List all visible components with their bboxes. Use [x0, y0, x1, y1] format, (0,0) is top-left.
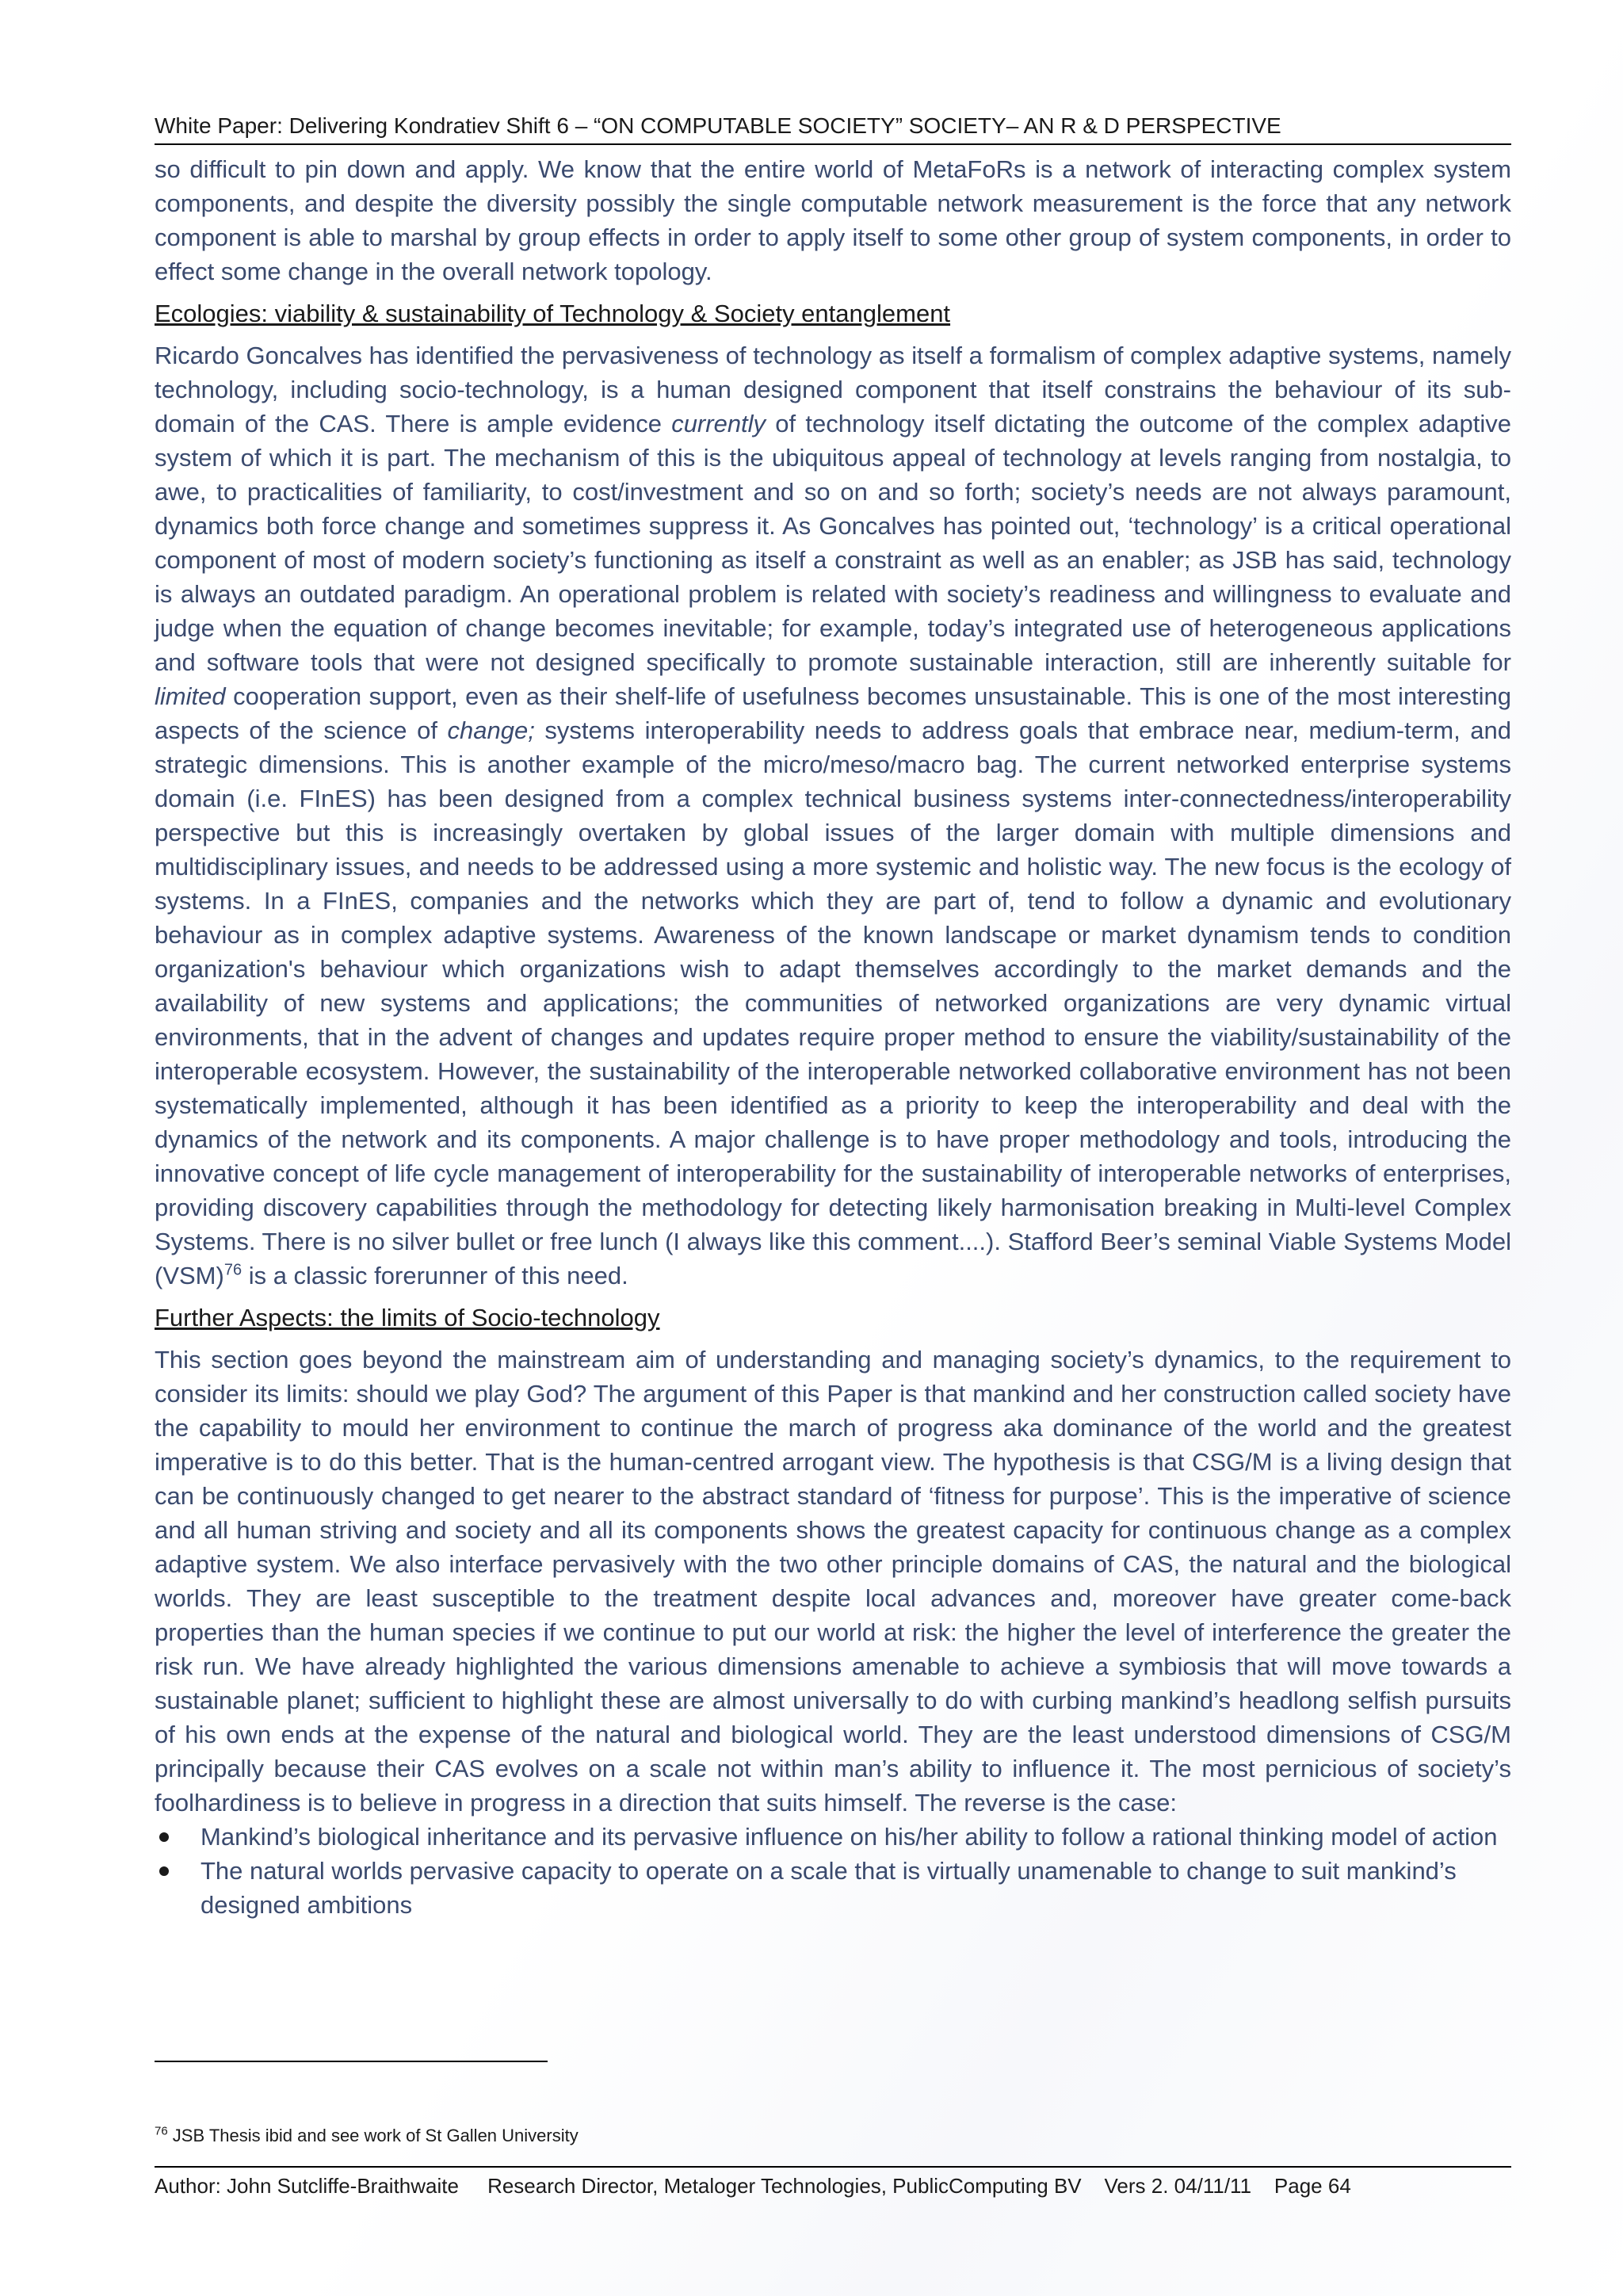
section-heading-further-aspects: Further Aspects: the limits of Socio-technology [155, 1304, 660, 1331]
bullet-list [155, 1820, 1511, 1922]
ecologies-italic-limited: limited [155, 682, 226, 710]
list-item [155, 1820, 1511, 1854]
ecologies-italic-currently: currently [671, 410, 766, 437]
footnote-reference[interactable]: 76 [223, 1261, 242, 1279]
further-aspects-paragraph: This section goes beyond the mainstream aim of understanding and managing society’s dynamics, to the requirement to consider its limits: should we play God? The argument of this Paper is that mankind and her construction called society have the capability to mould her environment to continue the march of progress aka dominance of the world and the greatest imperative is to do this better. That is the human-centred arrogant view. The hypothesis is that CSG/M is a living design that can be continuously changed to get nearer to the abstract standard of ‘fitness for purpose’. This is the imperative of science and all human striving and society and all its components shows the greatest capacity for continuous change as a complex adaptive system. We also interface pervasively with the two other principle domains of CAS, the natural and the biological worlds. They are least susceptible to the treatment despite local advances and, moreover have greater come-back properties than the human species if we continue to put our world at risk: the higher the level of interference the greater the risk run. We have already highlighted the various dimensions amenable to achieve a symbiosis that will move towards a sustainable planet; sufficient to highlight these are almost universally to do with curbing mankind’s headlong selfish pursuits of his own ends at the expense of the natural and biological world. They are the least understood dimensions of CSG/M principally because their CAS evolves on a scale not within man’s ability to influence it. The most pernicious of society’s foolhardiness is to believe in progress in a direction that suits himself. The reverse is the case: [155, 1346, 1511, 1817]
ecologies-text-2: of technology itself dictating the outcome of the complex adaptive system of which it is part. The mechanism of this is the ubiquitous appeal of technology at levels ranging from nostalgia, to awe, to practicalities of familiarity, to cost/investment and so on and so forth; society’s needs are not always paramount, dynamics both force change and sometimes suppress it. As Goncalves has pointed out, ‘technology’ is a critical operational component of most of modern society’s functioning as itself a constraint as well as an enabler; as JSB has said, technology is always an outdated paradigm. An operational problem is related with society’s readiness and willingness to evaluate and judge when the equation of change becomes inevitable; for example, today’s integrated use of heterogeneous applications and software tools that were not designed specifically to promote sustainable interaction, still are inherently suitable for [155, 410, 1511, 676]
footnote-separator [155, 2061, 548, 2062]
footnote-number: 76 [155, 2124, 168, 2138]
ecologies-italic-change: change; [447, 716, 535, 744]
intro-paragraph: so difficult to pin down and apply. We know that the entire world of MetaFoRs is a network of interacting complex system components, and despite the diversity possibly the single computable network measurement is the force that any network component is able to marshal by group effects in order to apply itself to some other group of system components, in order to effect some change in the overall network topology. [155, 155, 1511, 285]
ecologies-text-3: cooperation support, even as their shelf-life of usefulness becomes unsustainable. This is one of the most interesting aspects of the science of [155, 682, 1511, 744]
document-body [155, 152, 1511, 1922]
footnote-text: JSB Thesis ibid and see work of St Gallen University [167, 2126, 579, 2145]
ecologies-text-1: Ricardo Goncalves has identified the pervasiveness of technology as itself a formalism of complex adaptive systems, namely technology, including socio-technology, is a human designed component that itself constrains the behaviour of its sub-domain of the CAS. There is ample evidence [155, 342, 1511, 437]
ecologies-paragraph [155, 338, 1511, 1293]
ecologies-text-5: is a classic forerunner of this need. [242, 1262, 628, 1289]
page-header: White Paper: Delivering Kondratiev Shift 6 – “ON COMPUTABLE SOCIETY” SOCIETY– AN R & D PERSPECTIVE [155, 113, 1511, 145]
list-item [155, 1854, 1511, 1922]
footnote [155, 2126, 579, 2146]
list-item-text: Mankind’s biological inheritance and its pervasive influence on his/her ability to follow a rational thinking model of action [200, 1823, 1498, 1851]
list-item-text: The natural worlds pervasive capacity to operate on a scale that is virtually unamenable to change to suit mankind’s designed ambitions [200, 1857, 1457, 1919]
page-footer: Author: John Sutcliffe-Braithwaite Research Director, Metaloger Technologies, PublicComputing BV Vers 2. 04/11/11 Page 64 [155, 2166, 1511, 2199]
document-page [155, 0, 1511, 2296]
section-heading-ecologies: Ecologies: viability & sustainability of Technology & Society entanglement [155, 300, 951, 327]
bullet-icon [159, 1832, 169, 1842]
ecologies-text-4: systems interoperability needs to address goals that embrace near, medium-term, and strategic dimensions. This is another example of the micro/meso/macro bag. The current networked enterprise systems domain (i.e. FInES) has been designed from a complex technical business systems inter-connectedness/interoperability perspective but this is increasingly overtaken by global issues of the larger domain with multiple dimensions and multidisciplinary issues, and needs to be addressed using a more systemic and holistic way. The new focus is the ecology of systems. In a FInES, companies and the networks which they are part of, tend to follow a dynamic and evolutionary behaviour as in complex adaptive systems. Awareness of the known landscape or market dynamism tends to condition organization's behaviour which organizations wish to adapt themselves accordingly to the market demands and the availability of new systems and applications; the communities of networked organizations are very dynamic virtual environments, that in the advent of changes and updates require proper method to ensure the viability/sustainability of the interoperable ecosystem. However, the sustainability of the interoperable networked collaborative environment has not been systematically implemented, although it has been identified as a priority to keep the interoperability and deal with the dynamics of the network and its components. A major challenge is to have proper methodology and tools, introducing the innovative concept of life cycle management of interoperability for the sustainability of interoperable networks of enterprises, providing discovery capabilities through the methodology for detecting likely harmonisation breaking in Multi-level Complex Systems. There is no silver bullet or free lunch (I always like this comment....). Stafford Beer’s seminal Viable Systems Model (VSM) [155, 716, 1511, 1289]
bullet-icon [159, 1866, 169, 1876]
